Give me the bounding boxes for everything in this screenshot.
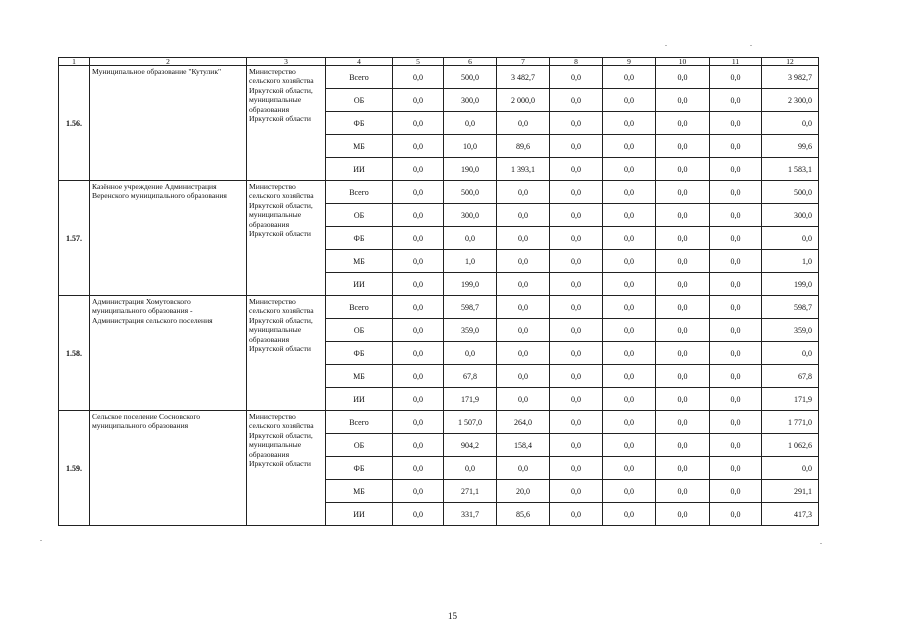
column-number: 10 [656, 58, 710, 66]
amount-cell: 0,0 [550, 89, 603, 112]
amount-cell: 904,2 [444, 434, 497, 457]
amount-cell: 0,0 [393, 204, 444, 227]
funding-source: Всего [326, 411, 393, 434]
amount-cell: 0,0 [393, 158, 444, 181]
table-row [59, 296, 819, 319]
funding-source: ФБ [326, 342, 393, 365]
amount-cell: 0,0 [393, 112, 444, 135]
amount-cell: 1,0 [444, 250, 497, 273]
amount-cell: 0,0 [656, 434, 710, 457]
amount-cell: 0,0 [710, 319, 762, 342]
amount-cell: 0,0 [393, 273, 444, 296]
amount-cell: 0,0 [656, 250, 710, 273]
page-number: 15 [448, 611, 457, 621]
amount-cell: 0,0 [603, 503, 656, 526]
executor-org: Министерство сельского хозяйства Иркутской области, муниципальные образования Иркутской области [247, 411, 326, 526]
amount-cell: 0,0 [497, 227, 550, 250]
amount-cell: 190,0 [444, 158, 497, 181]
amount-cell: 0,0 [393, 365, 444, 388]
total-cell: 171,9 [762, 388, 819, 411]
amount-cell: 0,0 [603, 89, 656, 112]
amount-cell: 20,0 [497, 480, 550, 503]
amount-cell: 0,0 [603, 365, 656, 388]
amount-cell: 0,0 [710, 503, 762, 526]
funding-source: ИИ [326, 273, 393, 296]
scan-speck [40, 540, 42, 541]
amount-cell: 0,0 [550, 66, 603, 89]
amount-cell: 0,0 [393, 227, 444, 250]
funding-source: ИИ [326, 503, 393, 526]
amount-cell: 500,0 [444, 181, 497, 204]
amount-cell: 171,9 [444, 388, 497, 411]
amount-cell: 0,0 [710, 411, 762, 434]
total-cell: 417,3 [762, 503, 819, 526]
column-number: 2 [90, 58, 247, 66]
column-number: 12 [762, 58, 819, 66]
amount-cell: 0,0 [710, 181, 762, 204]
amount-cell: 0,0 [550, 503, 603, 526]
amount-cell: 0,0 [656, 296, 710, 319]
funding-source: ИИ [326, 388, 393, 411]
amount-cell: 0,0 [710, 480, 762, 503]
total-cell: 0,0 [762, 457, 819, 480]
amount-cell: 0,0 [603, 135, 656, 158]
executor-org: Министерство сельского хозяйства Иркутской области, муниципальные образования Иркутской области [247, 66, 326, 181]
amount-cell: 0,0 [710, 434, 762, 457]
column-number: 11 [710, 58, 762, 66]
amount-cell: 0,0 [603, 204, 656, 227]
amount-cell: 300,0 [444, 204, 497, 227]
amount-cell: 0,0 [550, 227, 603, 250]
amount-cell: 500,0 [444, 66, 497, 89]
amount-cell: 0,0 [550, 342, 603, 365]
funding-source: Всего [326, 181, 393, 204]
funding-source: МБ [326, 480, 393, 503]
amount-cell: 0,0 [710, 250, 762, 273]
scan-speck [665, 45, 667, 46]
amount-cell: 0,0 [550, 181, 603, 204]
amount-cell: 0,0 [656, 342, 710, 365]
total-cell: 2 300,0 [762, 89, 819, 112]
amount-cell: 0,0 [444, 342, 497, 365]
funding-source: МБ [326, 250, 393, 273]
table-body [59, 66, 819, 526]
amount-cell: 0,0 [497, 342, 550, 365]
amount-cell: 0,0 [656, 66, 710, 89]
amount-cell: 0,0 [497, 250, 550, 273]
amount-cell: 0,0 [603, 181, 656, 204]
total-cell: 1,0 [762, 250, 819, 273]
amount-cell: 0,0 [603, 296, 656, 319]
recipient-name: Казённое учреждение Администрация Веренского муниципального образования [90, 181, 247, 296]
amount-cell: 0,0 [393, 89, 444, 112]
amount-cell: 0,0 [550, 250, 603, 273]
total-cell: 598,7 [762, 296, 819, 319]
total-cell: 0,0 [762, 227, 819, 250]
funding-source: ОБ [326, 434, 393, 457]
funding-source: ФБ [326, 457, 393, 480]
amount-cell: 0,0 [497, 181, 550, 204]
amount-cell: 0,0 [550, 112, 603, 135]
funding-source: Всего [326, 66, 393, 89]
amount-cell: 0,0 [497, 457, 550, 480]
amount-cell: 0,0 [710, 457, 762, 480]
amount-cell: 0,0 [656, 388, 710, 411]
amount-cell: 0,0 [603, 66, 656, 89]
amount-cell: 0,0 [710, 342, 762, 365]
amount-cell: 0,0 [444, 457, 497, 480]
funding-source: ОБ [326, 89, 393, 112]
amount-cell: 0,0 [656, 181, 710, 204]
column-number-row [59, 58, 819, 66]
amount-cell: 0,0 [550, 273, 603, 296]
amount-cell: 0,0 [656, 89, 710, 112]
executor-org: Министерство сельского хозяйства Иркутской области, муниципальные образования Иркутской области [247, 296, 326, 411]
amount-cell: 0,0 [393, 319, 444, 342]
amount-cell: 0,0 [710, 112, 762, 135]
column-number: 7 [497, 58, 550, 66]
amount-cell: 0,0 [497, 112, 550, 135]
amount-cell: 0,0 [550, 480, 603, 503]
funding-source: ОБ [326, 204, 393, 227]
amount-cell: 0,0 [603, 273, 656, 296]
amount-cell: 0,0 [603, 411, 656, 434]
amount-cell: 0,0 [393, 503, 444, 526]
amount-cell: 0,0 [393, 296, 444, 319]
amount-cell: 0,0 [656, 112, 710, 135]
amount-cell: 0,0 [497, 319, 550, 342]
amount-cell: 0,0 [550, 158, 603, 181]
amount-cell: 0,0 [656, 365, 710, 388]
amount-cell: 0,0 [603, 480, 656, 503]
amount-cell: 0,0 [603, 342, 656, 365]
item-number: 1.58. [59, 296, 90, 411]
amount-cell: 3 482,7 [497, 66, 550, 89]
total-cell: 99,6 [762, 135, 819, 158]
amount-cell: 0,0 [550, 388, 603, 411]
recipient-name: Администрация Хомутовского муниципального образования - Администрация сельского поселения [90, 296, 247, 411]
amount-cell: 0,0 [393, 135, 444, 158]
total-cell: 67,8 [762, 365, 819, 388]
amount-cell: 67,8 [444, 365, 497, 388]
amount-cell: 0,0 [603, 227, 656, 250]
total-cell: 0,0 [762, 112, 819, 135]
amount-cell: 2 000,0 [497, 89, 550, 112]
funding-source: МБ [326, 135, 393, 158]
total-cell: 291,1 [762, 480, 819, 503]
amount-cell: 0,0 [603, 158, 656, 181]
amount-cell: 89,6 [497, 135, 550, 158]
total-cell: 1 062,6 [762, 434, 819, 457]
amount-cell: 0,0 [393, 250, 444, 273]
amount-cell: 1 393,1 [497, 158, 550, 181]
amount-cell: 300,0 [444, 89, 497, 112]
amount-cell: 0,0 [710, 296, 762, 319]
budget-table [58, 57, 819, 526]
amount-cell: 0,0 [603, 112, 656, 135]
amount-cell: 0,0 [497, 204, 550, 227]
amount-cell: 0,0 [710, 388, 762, 411]
total-cell: 500,0 [762, 181, 819, 204]
amount-cell: 0,0 [656, 411, 710, 434]
amount-cell: 359,0 [444, 319, 497, 342]
item-number: 1.59. [59, 411, 90, 526]
column-number: 3 [247, 58, 326, 66]
column-number: 1 [59, 58, 90, 66]
funding-source: МБ [326, 365, 393, 388]
funding-source: ОБ [326, 319, 393, 342]
table-row [59, 181, 819, 204]
total-cell: 1 771,0 [762, 411, 819, 434]
amount-cell: 0,0 [393, 388, 444, 411]
total-cell: 0,0 [762, 342, 819, 365]
column-number: 6 [444, 58, 497, 66]
amount-cell: 0,0 [550, 411, 603, 434]
amount-cell: 0,0 [497, 388, 550, 411]
amount-cell: 0,0 [444, 112, 497, 135]
amount-cell: 0,0 [497, 365, 550, 388]
total-cell: 300,0 [762, 204, 819, 227]
item-number: 1.56. [59, 66, 90, 181]
scan-speck [750, 45, 752, 46]
amount-cell: 0,0 [710, 273, 762, 296]
amount-cell: 0,0 [656, 480, 710, 503]
amount-cell: 0,0 [656, 227, 710, 250]
column-number: 9 [603, 58, 656, 66]
total-cell: 3 982,7 [762, 66, 819, 89]
amount-cell: 0,0 [550, 365, 603, 388]
amount-cell: 0,0 [710, 204, 762, 227]
amount-cell: 0,0 [393, 457, 444, 480]
amount-cell: 0,0 [393, 480, 444, 503]
amount-cell: 0,0 [497, 296, 550, 319]
total-cell: 199,0 [762, 273, 819, 296]
recipient-name: Сельское поселение Сосновского муниципального образования [90, 411, 247, 526]
amount-cell: 0,0 [710, 158, 762, 181]
amount-cell: 598,7 [444, 296, 497, 319]
amount-cell: 158,4 [497, 434, 550, 457]
funding-source: ФБ [326, 112, 393, 135]
funding-source: Всего [326, 296, 393, 319]
amount-cell: 85,6 [497, 503, 550, 526]
amount-cell: 0,0 [656, 158, 710, 181]
column-number: 8 [550, 58, 603, 66]
amount-cell: 0,0 [710, 89, 762, 112]
item-number: 1.57. [59, 181, 90, 296]
amount-cell: 264,0 [497, 411, 550, 434]
amount-cell: 0,0 [603, 388, 656, 411]
scan-speck [820, 543, 822, 544]
amount-cell: 331,7 [444, 503, 497, 526]
amount-cell: 0,0 [603, 457, 656, 480]
amount-cell: 0,0 [656, 457, 710, 480]
amount-cell: 0,0 [393, 181, 444, 204]
amount-cell: 0,0 [550, 296, 603, 319]
amount-cell: 0,0 [656, 135, 710, 158]
amount-cell: 10,0 [444, 135, 497, 158]
amount-cell: 0,0 [393, 342, 444, 365]
amount-cell: 0,0 [550, 319, 603, 342]
amount-cell: 0,0 [656, 204, 710, 227]
amount-cell: 199,0 [444, 273, 497, 296]
funding-source: ФБ [326, 227, 393, 250]
amount-cell: 0,0 [656, 273, 710, 296]
recipient-name: Муниципальное образование "Кутулик" [90, 66, 247, 181]
executor-org: Министерство сельского хозяйства Иркутской области, муниципальные образования Иркутской области [247, 181, 326, 296]
amount-cell: 0,0 [603, 434, 656, 457]
amount-cell: 0,0 [393, 66, 444, 89]
amount-cell: 0,0 [444, 227, 497, 250]
total-cell: 1 583,1 [762, 158, 819, 181]
funding-source: ИИ [326, 158, 393, 181]
amount-cell: 0,0 [393, 411, 444, 434]
amount-cell: 0,0 [393, 434, 444, 457]
amount-cell: 0,0 [710, 66, 762, 89]
amount-cell: 0,0 [603, 250, 656, 273]
column-number: 5 [393, 58, 444, 66]
total-cell: 359,0 [762, 319, 819, 342]
amount-cell: 0,0 [710, 365, 762, 388]
amount-cell: 0,0 [550, 204, 603, 227]
amount-cell: 0,0 [550, 434, 603, 457]
amount-cell: 0,0 [550, 135, 603, 158]
amount-cell: 0,0 [603, 319, 656, 342]
amount-cell: 0,0 [710, 135, 762, 158]
amount-cell: 1 507,0 [444, 411, 497, 434]
amount-cell: 271,1 [444, 480, 497, 503]
column-number: 4 [326, 58, 393, 66]
table-row [59, 66, 819, 89]
amount-cell: 0,0 [497, 273, 550, 296]
amount-cell: 0,0 [656, 319, 710, 342]
amount-cell: 0,0 [656, 503, 710, 526]
amount-cell: 0,0 [710, 227, 762, 250]
table-row [59, 411, 819, 434]
amount-cell: 0,0 [550, 457, 603, 480]
